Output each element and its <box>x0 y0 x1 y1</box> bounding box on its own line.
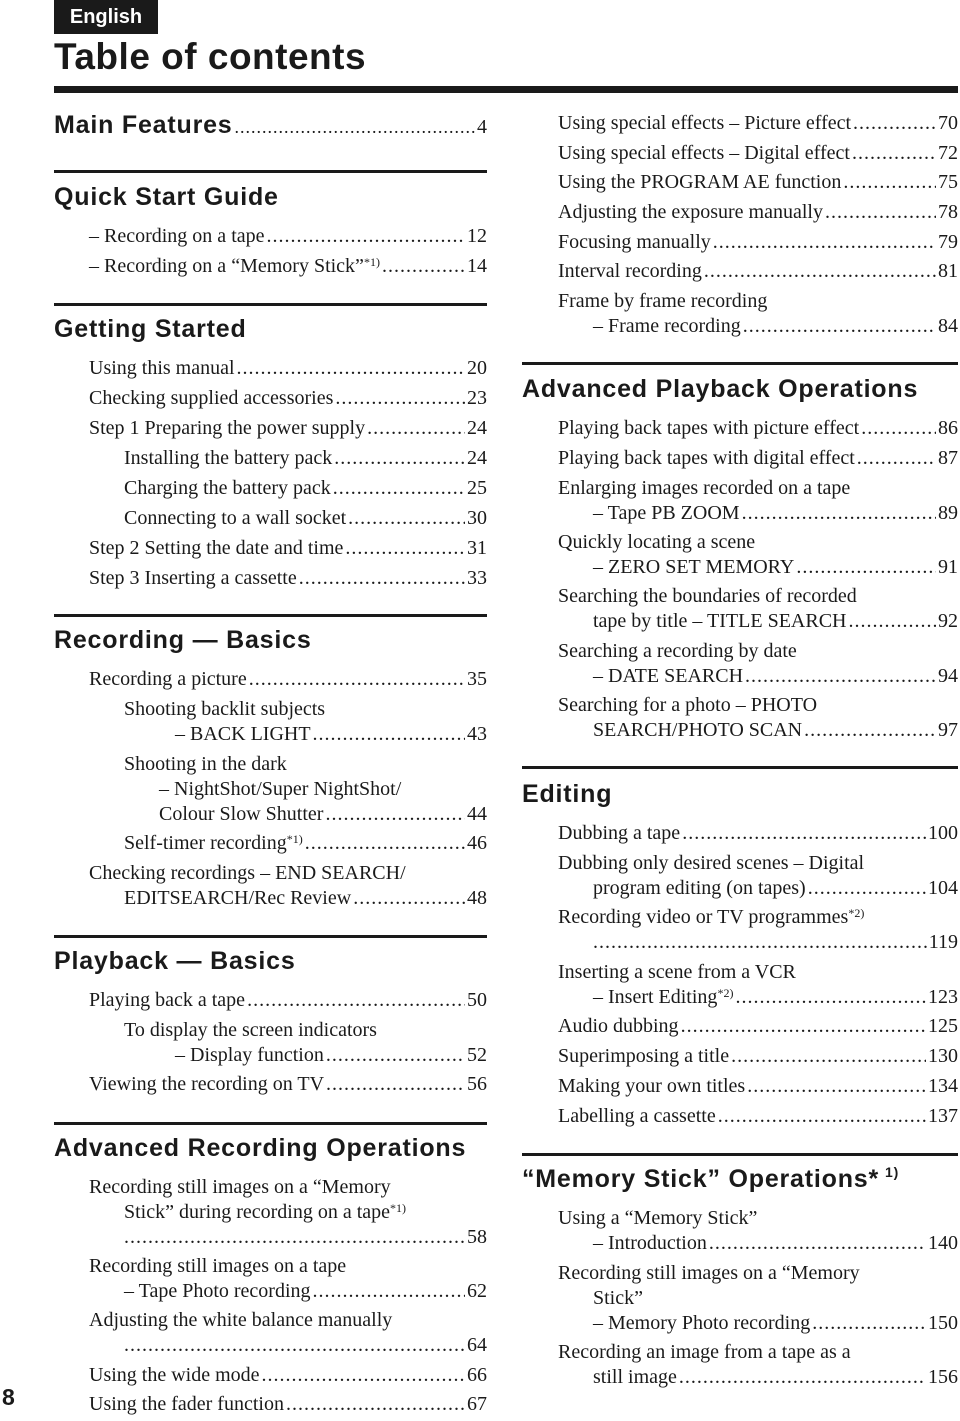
entry-text: Using the wide mode <box>89 1364 260 1386</box>
entry-text: Recording an image from a tape as a <box>558 1341 851 1363</box>
entry-text: Recording still images on a tape <box>89 1255 347 1277</box>
footnote-mark: *1) <box>363 255 380 269</box>
toc-entry[interactable] <box>89 224 487 249</box>
toc-entry[interactable] <box>558 1014 958 1039</box>
entry-text: Installing the battery pack <box>124 447 333 469</box>
entry-text: EDITSEARCH/Rec Review <box>124 887 352 909</box>
entry-text: Dubbing a tape <box>558 822 681 844</box>
heading-quick-start: Quick Start Guide <box>54 183 279 211</box>
section-rule <box>54 1122 487 1125</box>
entry-text: Labelling a cassette <box>558 1105 716 1127</box>
toc-entry[interactable] <box>89 254 487 279</box>
toc-entry[interactable] <box>558 1104 958 1129</box>
footnote-mark: *1) <box>286 832 303 846</box>
page-ref: 119 <box>928 931 958 953</box>
dot-leader <box>843 170 936 195</box>
page-ref: 84 <box>938 315 958 337</box>
entry-text: – DATE SEARCH <box>593 665 744 687</box>
page-ref: 94 <box>938 665 958 687</box>
entry-text: – BACK LIGHT <box>175 723 311 745</box>
page-ref: 66 <box>467 1364 487 1386</box>
toc-entry[interactable] <box>558 111 958 136</box>
toc-entry[interactable] <box>89 356 487 381</box>
heading-editing: Editing <box>522 780 613 808</box>
entry-text: Focusing manually <box>558 231 711 253</box>
dot-leader <box>367 416 465 441</box>
page-ref: 100 <box>928 822 958 844</box>
page-ref: 134 <box>928 1075 958 1097</box>
heading-main-features: Main Features <box>54 111 233 139</box>
page-ref: 64 <box>467 1334 487 1356</box>
heading-recording-basics: Recording — Basics <box>54 626 312 654</box>
entry-text: – Frame recording <box>593 315 741 337</box>
dot-leader <box>742 501 936 526</box>
toc-entry[interactable] <box>124 476 487 501</box>
dot-leader <box>326 1072 465 1097</box>
entry-text: Searching a recording by date <box>558 640 797 662</box>
page-ref: 72 <box>938 142 958 164</box>
page-ref: 24 <box>467 447 487 469</box>
dot-leader <box>313 1279 465 1304</box>
section-rule <box>54 170 487 173</box>
page-ref: 44 <box>467 803 487 825</box>
entry-text: Stick” <box>593 1287 643 1309</box>
page-ref: 12 <box>467 225 487 247</box>
toc-entry[interactable] <box>124 831 487 856</box>
toc-entry[interactable] <box>89 416 487 441</box>
entry-text: – Recording on a tape <box>89 225 265 247</box>
toc-entry[interactable] <box>558 960 958 1010</box>
toc-entry[interactable] <box>89 1254 487 1304</box>
dot-leader <box>735 985 926 1010</box>
page-ref: 4 <box>477 116 487 138</box>
page-ref: 50 <box>467 989 487 1011</box>
entry-text: Adjusting the white balance manually <box>89 1309 393 1331</box>
heading-playback-basics: Playback — Basics <box>54 947 296 975</box>
dot-leader <box>325 802 465 827</box>
dot-leader <box>267 224 466 249</box>
dot-leader <box>704 259 936 284</box>
dot-leader <box>237 356 465 381</box>
toc-entry[interactable] <box>558 476 958 526</box>
page-ref: 125 <box>928 1015 958 1037</box>
page-ref: 156 <box>928 1366 958 1388</box>
toc-entry[interactable] <box>124 697 487 747</box>
toc-entry[interactable] <box>558 416 958 441</box>
toc-entry[interactable] <box>558 821 958 846</box>
dot-leader <box>335 386 465 411</box>
footnote-mark: *2) <box>848 906 865 920</box>
page-ref: 79 <box>938 231 958 253</box>
entry-text: Shooting backlit subjects <box>124 698 326 720</box>
dot-leader <box>718 1104 926 1129</box>
entry-text: tape by title – TITLE SEARCH <box>593 610 847 632</box>
dot-leader <box>681 1014 926 1039</box>
entry-text: Inserting a scene from a VCR <box>558 961 796 983</box>
toc-entry[interactable] <box>558 170 958 195</box>
dot-leader <box>333 476 465 501</box>
entry-text: Recording still images on a “Memory <box>558 1262 860 1284</box>
entry-text: Dubbing only desired scenes – Digital <box>558 852 865 874</box>
toc-entry[interactable] <box>558 584 958 634</box>
toc-entry[interactable] <box>558 693 958 743</box>
heading-advanced-playback: Advanced Playback Operations <box>522 375 919 403</box>
dot-leader <box>262 1363 465 1388</box>
entry-text: Enlarging images recorded on a tape <box>558 477 851 499</box>
page-ref: 70 <box>938 112 958 134</box>
page-ref: 25 <box>467 477 487 499</box>
toc-entry[interactable] <box>89 988 487 1013</box>
entry-text: To display the screen indicators <box>124 1019 377 1041</box>
toc-entry[interactable] <box>89 386 487 411</box>
toc-entry[interactable] <box>558 1261 958 1336</box>
page-ref: 14 <box>467 255 487 277</box>
page-ref: 97 <box>938 719 958 741</box>
entry-text: Stick” during recording on a tape <box>124 1201 391 1223</box>
dot-leader <box>713 230 936 255</box>
heading-memory-stick-text: “Memory Stick” Operations* <box>522 1165 880 1193</box>
toc-entry-main-features[interactable] <box>54 110 487 142</box>
dot-leader <box>679 1365 926 1390</box>
entry-text: Using a “Memory Stick” <box>558 1207 758 1229</box>
entry-text: Recording a picture <box>89 668 247 690</box>
dot-leader <box>745 664 936 689</box>
entry-text: – NightShot/Super NightShot/ <box>159 778 402 800</box>
dot-leader <box>796 555 936 580</box>
entry-text: Searching for a photo – PHOTO <box>558 694 818 716</box>
toc-entry[interactable] <box>89 1175 487 1250</box>
toc-entry[interactable] <box>558 639 958 689</box>
dot-leader <box>235 112 475 142</box>
entry-text: program editing (on tapes) <box>593 877 806 899</box>
entry-text: Self-timer recording <box>124 832 287 854</box>
page-ref: 137 <box>928 1105 958 1127</box>
entry-text: – Recording on a “Memory Stick” <box>89 255 364 277</box>
toc-entry[interactable] <box>558 530 958 580</box>
entry-text: Adjusting the exposure manually <box>558 201 823 223</box>
entry-text: Checking supplied accessories <box>89 387 334 409</box>
entry-text: Audio dubbing <box>558 1015 679 1037</box>
dot-leader <box>247 988 465 1013</box>
page-ref: 43 <box>467 723 487 745</box>
heading-advanced-recording: Advanced Recording Operations <box>54 1134 467 1162</box>
toc-entry[interactable] <box>558 1340 958 1390</box>
entry-text: Charging the battery pack <box>124 477 331 499</box>
entry-text: – Tape Photo recording <box>124 1280 311 1302</box>
entry-text: Step 2 Setting the date and time <box>89 537 344 559</box>
dot-leader <box>305 831 465 856</box>
toc-entry[interactable] <box>124 446 487 471</box>
dot-leader <box>682 821 926 846</box>
page-ref: 92 <box>938 610 958 632</box>
dot-leader <box>124 1333 465 1358</box>
entry-text: Viewing the recording on TV <box>89 1073 325 1095</box>
page-ref: 67 <box>467 1393 487 1415</box>
page-ref: 104 <box>928 877 958 899</box>
entry-text: Using the PROGRAM AE function <box>558 171 842 193</box>
dot-leader <box>593 930 927 955</box>
entry-text: Using this manual <box>89 357 235 379</box>
dot-leader <box>808 876 926 901</box>
page-ref: 86 <box>938 417 958 439</box>
entry-text: Colour Slow Shutter <box>159 803 324 825</box>
toc-entry[interactable] <box>558 1206 958 1256</box>
toc-entry[interactable] <box>89 667 487 692</box>
page-ref: 75 <box>938 171 958 193</box>
page-ref: 30 <box>467 507 487 529</box>
section-rule <box>54 614 487 617</box>
dot-leader <box>731 1044 926 1069</box>
page-ref: 87 <box>938 447 958 469</box>
toc-entry[interactable] <box>558 259 958 284</box>
entry-text: Step 3 Inserting a cassette <box>89 567 297 589</box>
page-ref: 58 <box>467 1226 487 1248</box>
entry-text: Making your own titles <box>558 1075 746 1097</box>
entry-text: – Tape PB ZOOM <box>593 502 740 524</box>
page-title: Table of contents <box>54 36 367 77</box>
entry-text: Playing back a tape <box>89 989 246 1011</box>
dot-leader <box>353 886 465 911</box>
entry-text: Recording video or TV programmes <box>558 906 849 928</box>
heading-getting-started: Getting Started <box>54 315 247 343</box>
entry-text: Shooting in the dark <box>124 753 287 775</box>
dot-leader <box>743 314 936 339</box>
dot-leader <box>299 566 465 591</box>
toc-entry[interactable] <box>89 566 487 591</box>
dot-leader <box>857 446 936 471</box>
entry-text: Playing back tapes with picture effect <box>558 417 860 439</box>
page-ref: 78 <box>938 201 958 223</box>
heading-memory-stick <box>522 1164 958 1194</box>
page-ref: 91 <box>938 556 958 578</box>
entry-text: Searching the boundaries of recorded <box>558 585 857 607</box>
page-ref: 24 <box>467 417 487 439</box>
dot-leader <box>804 718 936 743</box>
section-rule <box>522 362 958 365</box>
page-ref: 46 <box>467 832 487 854</box>
dot-leader <box>849 609 937 634</box>
toc-entry[interactable] <box>124 506 487 531</box>
entry-text: Quickly locating a scene <box>558 531 756 553</box>
dot-leader <box>286 1392 465 1417</box>
footnote-mark: 1) <box>885 1164 900 1180</box>
entry-text: Frame by frame recording <box>558 290 768 312</box>
dot-leader <box>825 200 936 225</box>
entry-text: Step 1 Preparing the power supply <box>89 417 366 439</box>
section-rule <box>522 1153 958 1156</box>
toc-entry[interactable] <box>89 1363 487 1388</box>
entry-text: Playing back tapes with digital effect <box>558 447 855 469</box>
entry-text: Using the fader function <box>89 1393 284 1415</box>
title-rule <box>54 86 958 93</box>
dot-leader <box>709 1231 926 1256</box>
footnote-mark: *2) <box>717 986 734 1000</box>
language-tab: English <box>54 0 158 34</box>
dot-leader <box>812 1311 926 1336</box>
dot-leader <box>124 1225 465 1250</box>
page-ref: 48 <box>467 887 487 909</box>
toc-entry[interactable] <box>558 289 958 339</box>
section-rule <box>522 766 958 769</box>
dot-leader <box>382 254 465 279</box>
entry-text: – ZERO SET MEMORY <box>593 556 795 578</box>
entry-text: Using special effects – Picture effect <box>558 112 852 134</box>
toc-entry[interactable] <box>89 536 487 561</box>
entry-text: Superimposing a title <box>558 1045 730 1067</box>
entry-text: Interval recording <box>558 260 702 282</box>
section-rule <box>54 303 487 306</box>
page-ref: 23 <box>467 387 487 409</box>
toc-entry[interactable] <box>558 851 958 901</box>
dot-leader <box>326 1043 465 1068</box>
toc-entry[interactable] <box>89 1072 487 1097</box>
entry-text: – Introduction <box>593 1232 707 1254</box>
page-number: 8 <box>2 1384 15 1410</box>
toc-entry[interactable] <box>558 905 958 955</box>
page-ref: 89 <box>938 502 958 524</box>
page-ref: 33 <box>467 567 487 589</box>
toc-entry[interactable] <box>558 446 958 471</box>
entry-text: Recording still images on a “Memory <box>89 1176 391 1198</box>
entry-text: still image <box>593 1366 677 1388</box>
entry-text: Connecting to a wall socket <box>124 507 347 529</box>
entry-text: – Display function <box>175 1044 324 1066</box>
dot-leader <box>747 1074 926 1099</box>
toc-entry[interactable] <box>89 1308 487 1358</box>
toc-entry[interactable] <box>124 1018 487 1068</box>
toc-entry[interactable] <box>558 1044 958 1069</box>
entry-text: – Insert Editing <box>593 986 718 1008</box>
toc-entry[interactable] <box>558 230 958 255</box>
footnote-mark: *1) <box>390 1201 407 1215</box>
dot-leader <box>853 111 936 136</box>
section-rule <box>54 935 487 938</box>
page-ref: 130 <box>928 1045 958 1067</box>
page-ref: 123 <box>928 986 958 1008</box>
toc-entry[interactable] <box>89 861 487 911</box>
page-ref: 31 <box>467 537 487 559</box>
entry-text: – Memory Photo recording <box>593 1312 811 1334</box>
entry-text: Checking recordings – END SEARCH/ <box>89 862 406 884</box>
toc-entry[interactable] <box>558 141 958 166</box>
dot-leader <box>345 536 465 561</box>
page-ref: 56 <box>467 1073 487 1095</box>
toc-entry[interactable] <box>558 1074 958 1099</box>
dot-leader <box>334 446 465 471</box>
page-ref: 81 <box>938 260 958 282</box>
page-ref: 35 <box>467 668 487 690</box>
dot-leader <box>348 506 465 531</box>
dot-leader <box>861 416 936 441</box>
entry-text: SEARCH/PHOTO SCAN <box>593 719 803 741</box>
page-ref: 62 <box>467 1280 487 1302</box>
entry-text: Using special effects – Digital effect <box>558 142 850 164</box>
dot-leader <box>852 141 936 166</box>
page-ref: 20 <box>467 357 487 379</box>
toc-entry[interactable] <box>558 200 958 225</box>
dot-leader <box>313 722 465 747</box>
toc-entry[interactable] <box>89 1392 487 1417</box>
dot-leader <box>249 667 465 692</box>
toc-entry[interactable] <box>124 752 487 827</box>
page-ref: 150 <box>928 1312 958 1334</box>
page-ref: 52 <box>467 1044 487 1066</box>
page-ref: 140 <box>928 1232 958 1254</box>
